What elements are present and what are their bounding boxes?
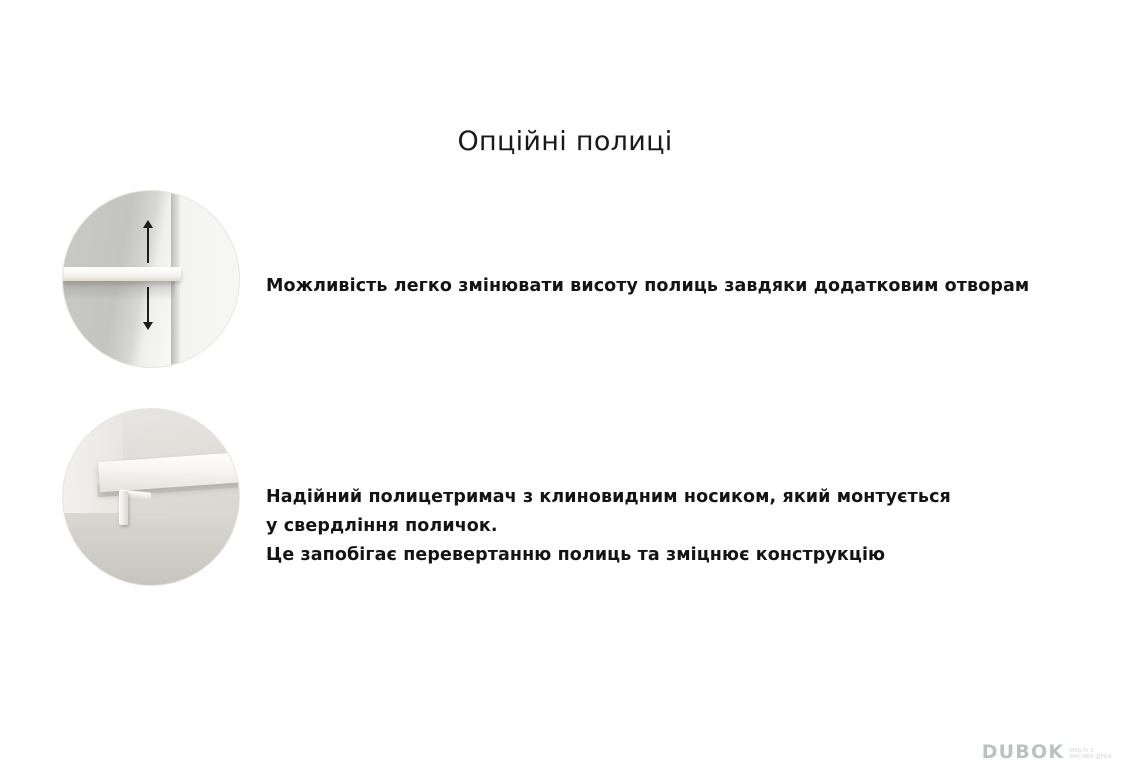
- photo1-shelf-shadow: [63, 281, 175, 299]
- feature-2-line-2: у свердління поличок.: [266, 515, 498, 536]
- feature-2-line-1: Надійний полицетримач з клиновидним носиком, який монтується: [266, 486, 951, 507]
- arrow-down-icon: [147, 287, 149, 323]
- photo2-shelf-holder: [119, 491, 128, 525]
- feature-2-line-3: Це запобігає перевертанню полиць та зміцнює конструкцію: [266, 544, 886, 565]
- photo1-shelf-board: [63, 267, 181, 281]
- feature-1-description: [266, 272, 1106, 301]
- photo1-wall-surface: [180, 191, 240, 367]
- page-title: Опційні полиці: [457, 126, 673, 158]
- shelf-holder-closeup-photo: [62, 408, 240, 586]
- photo2-lower-panel: [63, 513, 239, 585]
- feature-1-line-1: Можливість легко змінювати висоту полиць завдяки додатковим отворам: [266, 275, 1030, 296]
- watermark: [982, 741, 1112, 763]
- watermark-tagline: [1069, 748, 1112, 763]
- arrow-up-icon: [147, 227, 149, 263]
- feature-2-description: [266, 483, 1066, 570]
- watermark-tagline-line-2: МАСИВУ ДУБА: [1069, 754, 1112, 760]
- shelf-height-adjustment-photo: [62, 190, 240, 368]
- watermark-brand-name: DUBOK: [981, 741, 1065, 763]
- watermark-tagline-line-1: МЕБЛІ З: [1069, 748, 1094, 754]
